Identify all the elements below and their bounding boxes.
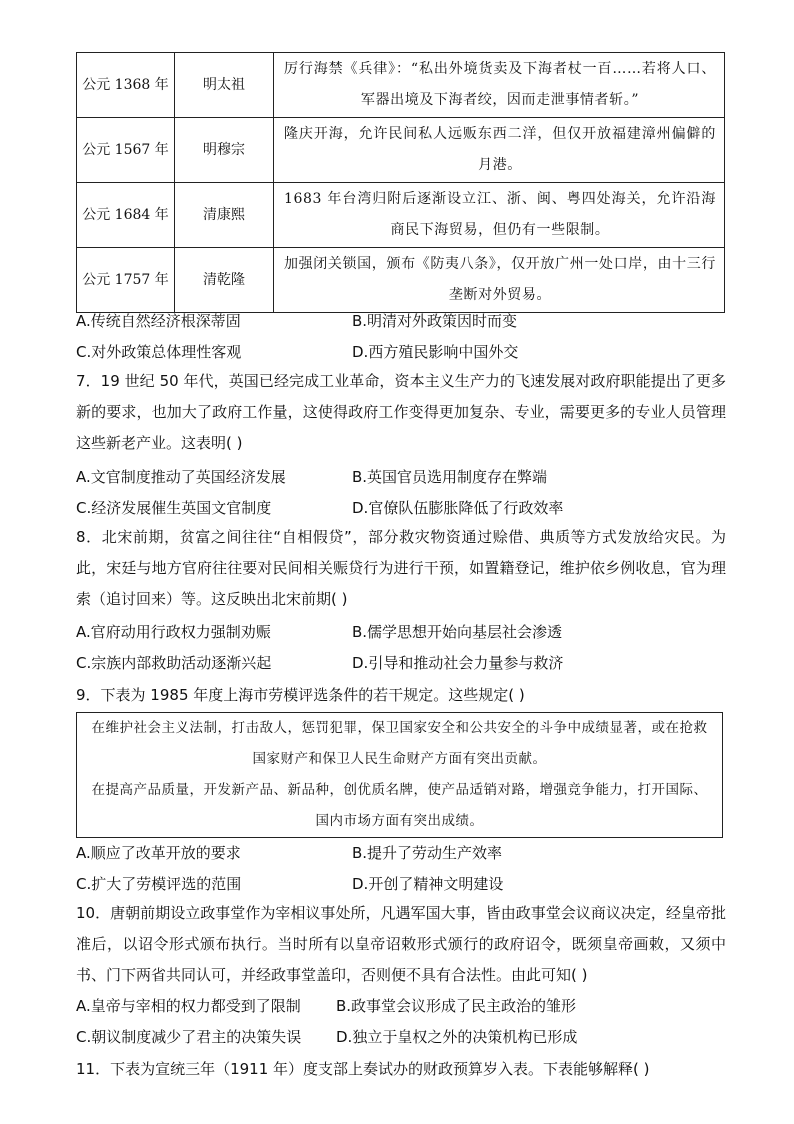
ruler-cell: 明太祖 [175, 53, 274, 118]
maritime-policy-table [76, 52, 725, 313]
table-row [77, 248, 725, 313]
q6-option-b[interactable]: B.明清对外政策因时而变 [352, 312, 518, 330]
q10-option-b[interactable]: B.政事堂会议形成了民主政治的雏形 [336, 997, 577, 1015]
q6-option-c[interactable]: C.对外政策总体理性客观 [76, 343, 242, 361]
policy-cell: 1683 年台湾归附后逐渐设立江、浙、闽、粤四处海关，允许沿海商民下海贸易，但仍有一些限制。 [274, 183, 725, 248]
q9-option-a[interactable]: A.顺应了改革开放的要求 [76, 844, 241, 862]
table-row [77, 53, 725, 118]
model-worker-criteria-box [76, 712, 723, 838]
policy-cell: 隆庆开海，允许民间私人远贩东西二洋，但仅开放福建漳州偏僻的月港。 [274, 118, 725, 183]
year-cell: 公元 1684 年 [77, 183, 175, 248]
criteria-paragraph-1: 在维护社会主义法制，打击敌人，惩罚犯罪，保卫国家安全和公共安全的斗争中成绩显著，或在抢救国家财产和保卫人民生命财产方面有突出贡献。 [91, 720, 708, 767]
ruler-cell: 明穆宗 [175, 118, 274, 183]
q7-option-c[interactable]: C.经济发展催生英国文官制度 [76, 499, 272, 517]
q8-option-d[interactable]: D.引导和推动社会力量参与救济 [352, 654, 564, 672]
q8-option-b[interactable]: B.儒学思想开始向基层社会渗透 [352, 623, 563, 641]
q11-stem: 11．下表为宣统三年（1911 年）度支部上奏试办的财政预算岁入表。下表能够解释( ) [76, 1060, 650, 1078]
policy-cell: 厉行海禁《兵律》：“私出外境货卖及下海者杖一百……若将人口、军器出境及下海者绞，因而走泄事情者斩。” [274, 53, 725, 118]
ruler-cell: 清乾隆 [175, 248, 274, 313]
q8-stem: 8．北宋前期，贫富之间往往“自相假贷”，部分救灾物资通过赊借、典质等方式发放给灾民。为此，宋廷与地方官府往往要对民间相关赈贷行为进行干预，如置籍登记，维护依乡例收息，官为理索（追讨回来）等。这反映出北宋前期( ) [76, 528, 726, 608]
table-row [77, 118, 725, 183]
q8-option-a[interactable]: A.官府动用行政权力强制劝赈 [76, 623, 271, 641]
q7-option-a[interactable]: A.文官制度推动了英国经济发展 [76, 468, 286, 486]
policy-cell: 加强闭关锁国，颁布《防夷八条》，仅开放广州一处口岸，由十三行垄断对外贸易。 [274, 248, 725, 313]
year-cell: 公元 1368 年 [77, 53, 175, 118]
q7-stem: 7．19 世纪 50 年代，英国已经完成工业革命，资本主义生产力的飞速发展对政府职能提出了更多新的要求，也加大了政府工作量，这使得政府工作变得更加复杂、专业，需要更多的专业人员管理这些新老产业。这表明( ) [76, 372, 726, 452]
q9-option-b[interactable]: B.提升了劳动生产效率 [352, 844, 503, 862]
q9-option-c[interactable]: C.扩大了劳模评选的范围 [76, 875, 242, 893]
ruler-cell: 清康熙 [175, 183, 274, 248]
q9-stem: 9．下表为 1985 年度上海市劳模评选条件的若干规定。这些规定( ) [76, 686, 525, 704]
q10-stem: 10．唐朝前期设立政事堂作为宰相议事处所，凡遇军国大事，皆由政事堂会议商议决定，经皇帝批准后，以诏令形式颁布执行。当时所有以皇帝诏敕形式颁行的政府诏令，既须皇帝画敕，又须中书、门下两省共同认可，并经政事堂盖印，否则便不具有合法性。由此可知( ) [76, 904, 726, 984]
q10-option-d[interactable]: D.独立于皇权之外的决策机构已形成 [336, 1028, 578, 1046]
criteria-paragraph-2: 在提高产品质量，开发新产品、新品种，创优质名牌，使产品适销对路，增强竞争能力，打开国际、国内市场方面有突出成绩。 [91, 782, 708, 829]
q10-option-c[interactable]: C.朝议制度减少了君主的决策失误 [76, 1028, 302, 1046]
q9-option-d[interactable]: D.开创了精神文明建设 [352, 875, 504, 893]
q6-option-a[interactable]: A.传统自然经济根深蒂固 [76, 312, 241, 330]
q8-option-c[interactable]: C.宗族内部救助活动逐渐兴起 [76, 654, 272, 672]
year-cell: 公元 1757 年 [77, 248, 175, 313]
q7-option-d[interactable]: D.官僚队伍膨胀降低了行政效率 [352, 499, 564, 517]
q7-option-b[interactable]: B.英国官员选用制度存在弊端 [352, 468, 548, 486]
q6-option-d[interactable]: D.西方殖民影响中国外交 [352, 343, 519, 361]
table-row [77, 183, 725, 248]
q10-option-a[interactable]: A.皇帝与宰相的权力都受到了限制 [76, 997, 301, 1015]
year-cell: 公元 1567 年 [77, 118, 175, 183]
